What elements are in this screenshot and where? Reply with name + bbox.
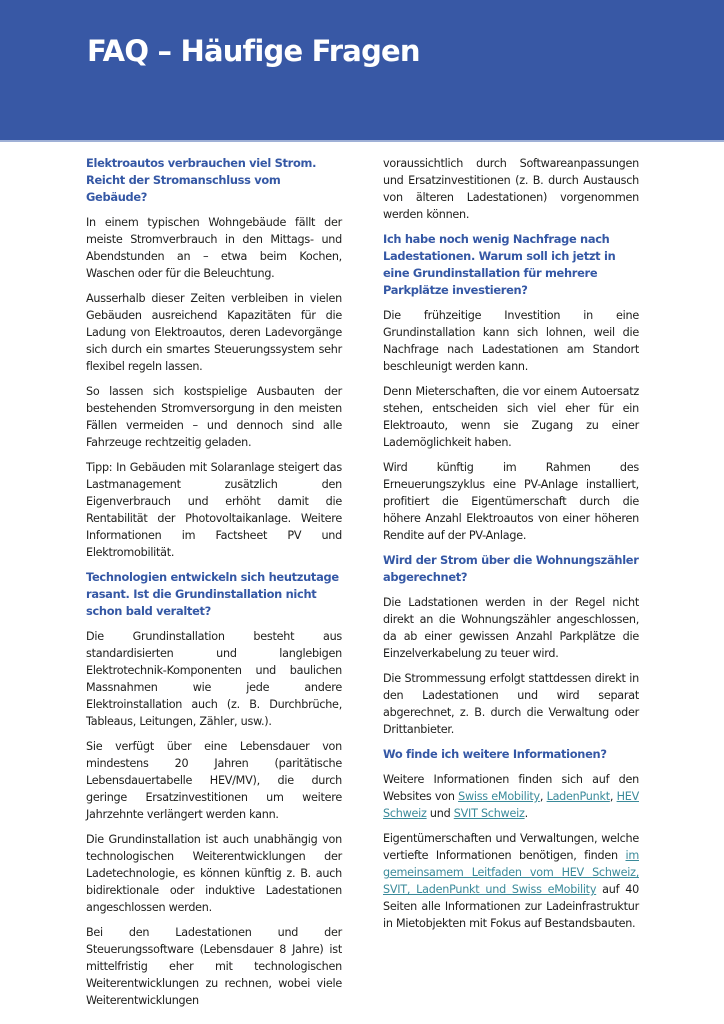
- tip-text: In Gebäuden mit Solaranlage steigert das Lastmanagement zusätzlich den Eigenverbrauch und erhöht damit die Rentabilität der Photovoltaikanlage. Weitere Informationen im Factsheet PV und Elektromobilität.: [86, 461, 342, 559]
- text-segment: und: [426, 807, 454, 820]
- text-segment: ,: [609, 790, 617, 803]
- link-hev-schweiz[interactable]: HEV Schweiz: [383, 790, 639, 820]
- faq-answer-4-paragraph-2: Die Strommessung erfolgt stattdessen direkt in den Ladestationen und wird separat abgerechnet, z. B. durch die Verwaltung oder Drittanbieter.: [383, 672, 639, 736]
- link-ladenpunkt[interactable]: LadenPunkt: [546, 790, 610, 803]
- faq-answer-1-paragraph-1: In einem typischen Wohngebäude fällt der meiste Stromverbrauch in den Mittags- und Abendstunden an – etwa beim Kochen, Waschen oder für die Beleuchtung.: [86, 216, 342, 280]
- text-segment: Weitere Informationen finden sich auf den Websites von: [383, 773, 639, 803]
- faq-answer-5-paragraph-1: [383, 771, 639, 822]
- text-segment: Eigentümerschaften und Verwaltungen, welche vertiefte Informationen benötigen, finden: [383, 832, 639, 862]
- faq-answer-1-tip: [86, 459, 342, 561]
- faq-question-2: Technologien entwickeln sich heutzutage rasant. Ist die Grundinstallation nicht schon bald veraltet?: [86, 570, 339, 618]
- faq-answer-2-paragraph-4-continued: voraussichtlich durch Softwareanpassungen und Ersatzinvestitionen (z. B. durch Austausch von älteren Ladestationen) vorgenommen werden können.: [383, 157, 639, 221]
- faq-question-1: Elektroautos verbrauchen viel Strom. Reicht der Stromanschluss vom Gebäude?: [86, 156, 317, 204]
- right-column: [383, 155, 639, 940]
- faq-answer-2-paragraph-4: Bei den Ladestationen und der Steuerungssoftware (Lebensdauer 8 Jahre) ist mittelfristig eher mit technologischen Weiterentwicklungen zu rechnen, wobei viele Weiterentwicklungen: [86, 926, 342, 1007]
- faq-question-3: Ich habe noch wenig Nachfrage nach Ladestationen. Warum soll ich jetzt in eine Grundinstallation für mehrere Parkplätze investieren?: [383, 232, 616, 297]
- faq-answer-3-paragraph-3: Wird künftig im Rahmen des Erneuerungszyklus eine PV-Anlage installiert, profitiert die Eigentümerschaft durch die höhere Anzahl Elektroautos von einer höheren Rendite auf der PV-Anlage.: [383, 461, 639, 542]
- faq-answer-2-paragraph-2: Sie verfügt über eine Lebensdauer von mindestens 20 Jahren (paritätische Lebensdauertabelle HEV/MV), die durch geringe Ersatzinvestitionen um weitere Jahrzehnte verlängert werden kann.: [86, 740, 342, 821]
- faq-answer-1-paragraph-3: So lassen sich kostspielige Ausbauten der bestehenden Stromversorgung in den meisten Fällen vermeiden – und dennoch sind alle Fahrzeuge rechtzeitig geladen.: [86, 385, 342, 449]
- faq-answer-5-paragraph-2: [383, 830, 639, 932]
- faq-answer-2-paragraph-1: Die Grundinstallation besteht aus standardisierten und langlebigen Elektrotechnik-Komponenten und baulichen Massnahmen wie jede andere Elektroinstallation auch (z. B. Durchbrüche, Tableaus, Leitungen, Zähler, usw.).: [86, 630, 342, 728]
- faq-answer-1-paragraph-2: Ausserhalb dieser Zeiten verbleiben in vielen Gebäuden ausreichend Kapazitäten für die Ladung von Elektroautos, deren Ladevorgänge sich durch ein smartes Steuerungssystem sehr flexibel regeln lassen.: [86, 292, 342, 373]
- page-header: [0, 0, 724, 142]
- text-segment: ,: [539, 790, 547, 803]
- text-segment: .: [524, 807, 528, 820]
- faq-answer-3-paragraph-1: Die frühzeitige Investition in eine Grundinstallation kann sich lohnen, weil die Nachfrage nach Ladestationen am Standort beschleunigt werden kann.: [383, 309, 639, 373]
- faq-question-5: Wo finde ich weitere Informationen?: [383, 747, 607, 761]
- text-segment: auf 40 Seiten alle Informationen zur Ladeinfrastruktur in Mietobjekten mit Fokus auf Bestandsbauten.: [383, 883, 639, 930]
- link-leitfaden[interactable]: im gemeinsamem Leitfaden vom HEV Schweiz, SVIT, LadenPunkt und Swiss eMobility: [383, 849, 639, 896]
- faq-answer-4-paragraph-1: Die Ladstationen werden in der Regel nicht direkt an die Wohnungszähler angeschlossen, da ab einer gewissen Anzahl Parkplätze die Einzelverkabelung zu teuer wird.: [383, 596, 639, 660]
- link-swiss-emobility[interactable]: Swiss eMobility: [458, 790, 540, 803]
- left-column: [86, 155, 342, 1017]
- faq-answer-2-paragraph-3: Die Grundinstallation ist auch unabhängig von technologischen Weiterentwicklungen der Ladetechnologie, es können künftig z. B. auch bidirektionale oder induktive Ladestationen angeschlossen werden.: [86, 833, 342, 914]
- faq-question-4: Wird der Strom über die Wohnungszähler abgerechnet?: [383, 553, 639, 584]
- faq-answer-3-paragraph-2: Denn Mieterschaften, die vor einem Autoersatz stehen, entscheiden sich viel eher für ein Elektroauto, wenn sie Zugang zu einer Lademöglichkeit haben.: [383, 385, 639, 449]
- page-title: FAQ – Häufige Fragen: [87, 34, 420, 68]
- tip-label: Tipp:: [86, 461, 113, 474]
- link-svit-schweiz[interactable]: SVIT Schweiz: [453, 807, 525, 820]
